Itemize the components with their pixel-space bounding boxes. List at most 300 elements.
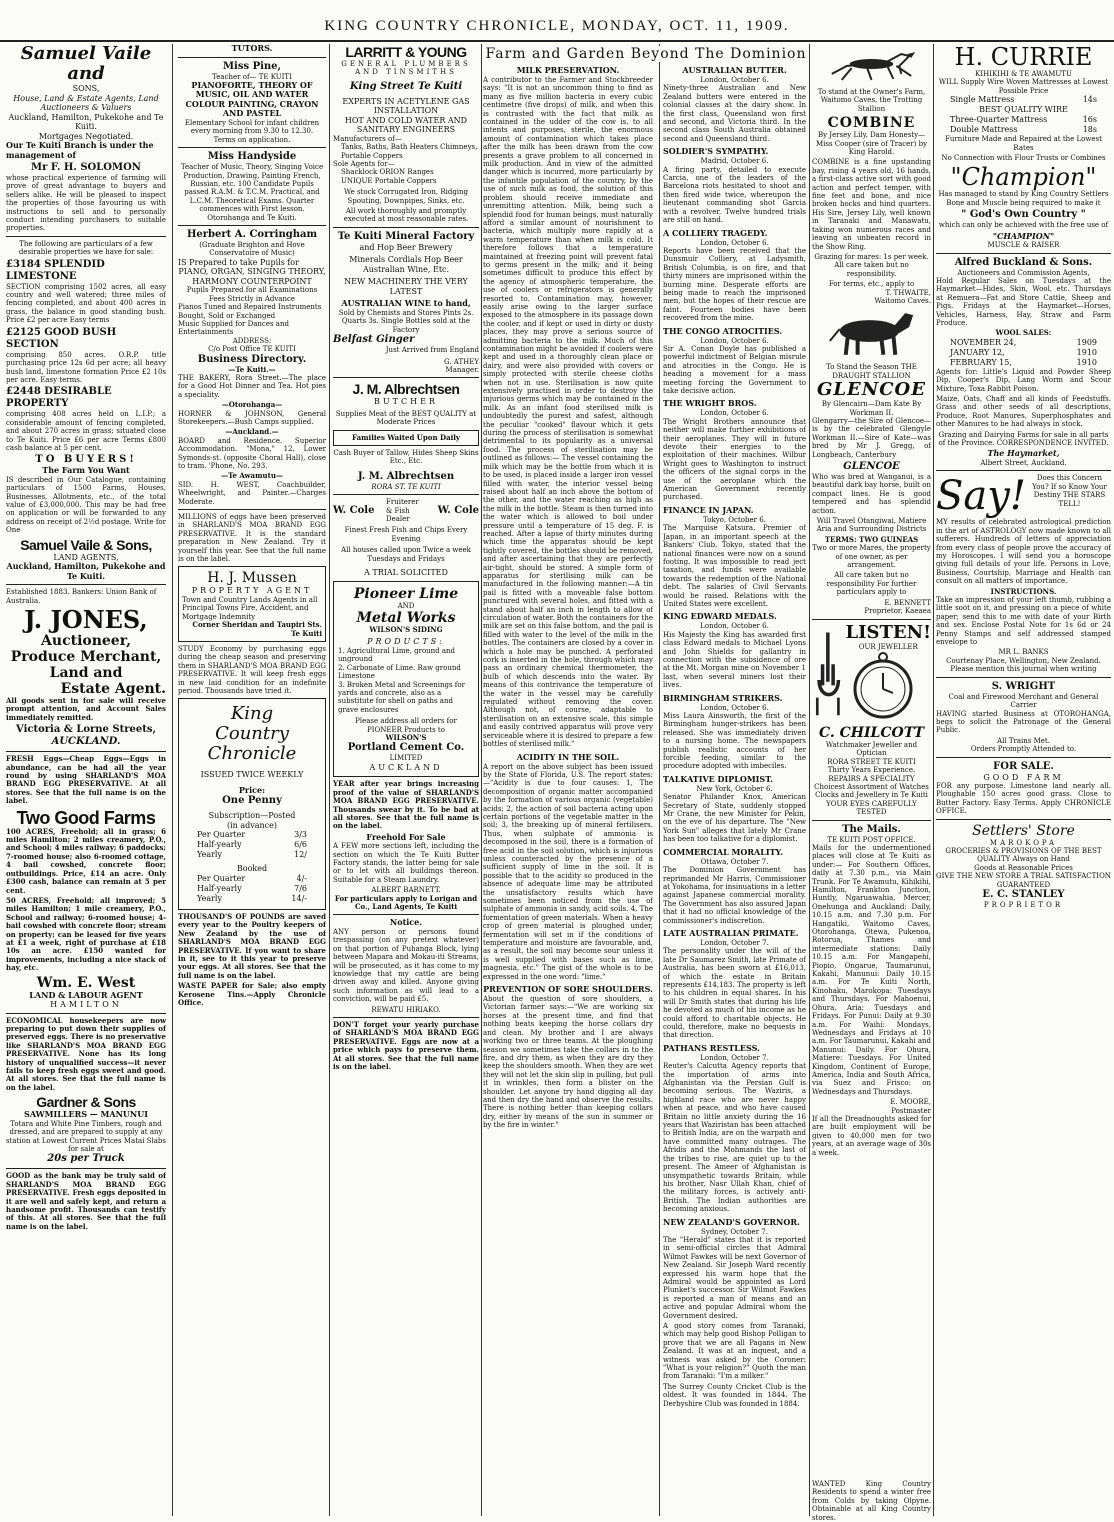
pioneer-auckland: AUCKLAND xyxy=(369,762,443,772)
corringham-address-heading: ADDRESS: xyxy=(232,336,272,345)
glencoe-place: Proprietor, Kaeaea xyxy=(864,607,931,616)
column-divider xyxy=(329,44,330,1516)
wool-row xyxy=(936,338,1111,348)
mussen-address: Corner Sheridan and Taupiri Sts. Te Kuiti xyxy=(192,620,322,638)
jones-line-3: Land and xyxy=(49,665,123,681)
column-7 xyxy=(936,44,1111,1516)
chronicle-title-3: Chronicle xyxy=(207,743,297,765)
chilcott-name: C. CHILCOTT xyxy=(818,724,925,741)
say-text: MY results of celebrated astrological prediction in the art of ASTROLOGY now made known to all sufferers. Hundreds of letters of appreciation from every class of people prove the accuracy of my Horoscopes. I will send you a horoscope giving full details of your life. Persons in Love, Business, Courtship, Marriage and Health can consult on all matters of importance. xyxy=(936,518,1111,586)
mineral-factory-name: Te Kuiti Mineral Factory xyxy=(337,230,475,242)
good-farm-text: FOR any purpose. Limestone land nearly all. Ploughable 150 acres good grass. Close to Butter Factory. Easy Terms. Apply CHRONICLE OFFICE. xyxy=(936,782,1111,816)
wool-date: FEBRUARY 15, xyxy=(950,357,1012,367)
corringham-subjects: PIANO, ORGAN, SINGING THEORY, HARMONY COUNTERPOINT xyxy=(178,267,326,286)
cole-houses: All houses called upon Twice a week Tuesdays and Fridays xyxy=(341,546,471,563)
column-2 xyxy=(178,44,326,1516)
pioneer-products: PRODUCTS: xyxy=(367,637,445,647)
buyers-heading: TO BUYERS! xyxy=(35,454,137,466)
rate-label: Per Quarter xyxy=(197,830,246,840)
diplomist-dateline: New York, October 6. xyxy=(696,784,773,793)
currie-no-connection: No Connection with Flour Trusts or Combines xyxy=(941,154,1106,163)
medals-text: His Majesty the King has awarded first class Edward medals to Michael Lyons and John Shields for gallantry in connection with the subsidence of ore at the Mt. Morgan mine on November 1 last, when several miners lost their lives. xyxy=(663,630,806,690)
glencoe-travel: Will Travel Otangiwai, Matiere Aria and Surrounding Districts xyxy=(816,517,927,534)
champion-raiser: MUSCLE & RAISER xyxy=(987,241,1060,250)
column-divider xyxy=(659,44,660,1516)
price-row xyxy=(936,105,1111,115)
rate-row xyxy=(183,840,321,850)
handyside-text: Teacher of Music, Theory, Singing Voice Production, Drawing, Painting French, Russian, etc. 100 Candidate Pupils passed R.A.M. & T.C.M. Practical, and L.C.M. Theoretical Exams. Quarter commences with First lesson. Otorohanga and Te Kuiti. xyxy=(180,163,324,222)
property-2-text: comprising 850 acres. O.R.P. title purchasing price 12s 6d per acre; all heavy bush land, limestone formation Price £2 10s per acre. Easy terms. xyxy=(6,350,166,384)
price-value: 16s xyxy=(1082,115,1097,125)
vaile-follow: The following are particulars of a few desirable properties we have for sale: xyxy=(18,239,154,257)
pioneer-wilson: WILSON'S xyxy=(385,732,427,742)
larritt-agent-2: UNIQUE Portable Coppers xyxy=(341,176,437,185)
chilcott-years: Thirty Years Experience. xyxy=(827,766,916,775)
settlers-goods: Goods at Reasonable Prices xyxy=(974,863,1073,872)
glencoe-terms: TERMS: TWO GUINEAS xyxy=(824,534,919,544)
chilcott-address: RORA STREET TE KUITI xyxy=(827,757,916,766)
property-1-text: SECTION comprising 1502 acres, all easy country and well watered; three miles of fencing completed, and about 400 acres in grass, the balance in good standing bush. Price £2 per acre Easy terms xyxy=(6,282,166,325)
notice-name: REWATU HIRIAKO. xyxy=(371,1005,441,1014)
buyers-subheading: The Farm You Want xyxy=(42,465,130,476)
champion-name: "CHAMPION" xyxy=(992,230,1055,241)
freehold-apply: For particulars apply to Lorigan and Co., Land Agents, Te Kuiti xyxy=(334,893,478,912)
butter-heading: AUSTRALIAN BUTTER. xyxy=(682,65,787,75)
chronicle-price-heading: Price: xyxy=(238,784,266,795)
rate-row xyxy=(183,850,321,860)
chilcott-stock: Choicest Assortment of Watches Clocks and Jewellery in Te Kuiti xyxy=(814,782,929,800)
morality-heading: COMMERCIAL MORALITY. xyxy=(663,846,783,857)
morality-text: The Dominion Government has reprimanded Mr Harris, Commissioner at Yokohama, for insinuations in a letter against Japanese commercial morality. The Government has also assured Japan that it had no official knowledge of the commissioner's indiscretion. xyxy=(663,866,806,925)
albrechtsen-families: Families Waited Upon Daily xyxy=(333,430,479,446)
wright-bros-dateline: London, October 6. xyxy=(700,409,769,418)
study-ad: STUDY Economy by purchasing eggs during the cheap season and preserving them in SHARLAND'S MOA BRAND EGG PRESERVATIVE. It will keep fresh eggs in new laid condition for an indefinite period. Thousands have tried it. xyxy=(178,645,326,696)
rate-row xyxy=(183,884,321,894)
divider xyxy=(178,225,326,226)
wright-orders: Orders Promptly Attended to. xyxy=(970,745,1077,754)
divider xyxy=(333,227,479,228)
horner-listing: HORNER & JOHNSON, General Storekeepers.—Bush Camps supplied. xyxy=(178,409,326,426)
governor-text: The "Herald" states that it is reported in semi-official circles that Admiral Wilmot Fawkes will be next Governor of New Zealand. Sir Joseph Ward recently expressed his warm hope that the Admiral would be appointed as Lord Plunket's successor. Sir Wilmot Fawkes is reported a man of means and an active and popular Admiral whom the Government desired. xyxy=(663,1235,806,1320)
pioneer-product-1: 1. Agricultural Lime, ground and unground xyxy=(338,646,456,664)
gardner-price: 20s per Truck xyxy=(47,1153,125,1165)
glencoe-mares: Two or more Mares, the property of one owner, as per arrangement. xyxy=(812,544,931,570)
bakery-listing: THE BAKERY, Rora Street.—The place for a Good Hot Dinner and Tea. Hot pies a speciality. xyxy=(178,373,326,399)
farm-garden-banner: Farm and Garden Beyond The Dominion xyxy=(485,46,807,62)
cole-trial: A TRIAL SOLICITED xyxy=(364,568,448,578)
corringham-text: IS Prepared to take Pupils for xyxy=(178,257,299,267)
combine-name: COMBINE xyxy=(827,115,916,132)
rate-row xyxy=(183,830,321,840)
congo-heading: THE CONGO ATROCITIES. xyxy=(663,325,783,336)
taranaki-story: A good story comes from Taranaki, which may help good Bishop Polligan to prove that we are all Pagans in New Zealand. It was at an inquest, and a witness was asked by the Coroner: "What is your religion?" Quoth the man from Taranaki: "I'm a milker." xyxy=(663,1322,806,1381)
column-divider xyxy=(481,44,482,1516)
tutors-heading: TUTORS. xyxy=(231,44,273,53)
buyers-text: IS described in Our Catalogue, containing particulars of 1500 Farms, Houses, Businesses, Allotments, etc., of the total value of £3,000,000. This may be had free on application or will be forwarded to any address on receipt of 2½d postage. Write for One xyxy=(6,475,166,535)
posted-rates xyxy=(183,830,321,860)
fresh-eggs-ad: FRESH Eggs—Cheap Eggs—Eggs in abundance, can be had all the year round by using SHARLAND'S MOA BRAND EGG PRESERVATIVE. At all stores. See that the full name is on the label. xyxy=(6,754,166,806)
haymarket-address: Albert Street, Auckland. xyxy=(980,458,1067,467)
mention-journal: Please mention this journal when writing xyxy=(950,665,1097,674)
pathans-dateline: London, October 7. xyxy=(700,1053,769,1062)
dont-forget-ad: DON'T forget your yearly purchase of SHARLAND'S MOA BRAND EGG PRESERVATIVE. Eggs are now at a price which pays to preserve them. At all stores. See that the full name is on the label. xyxy=(333,1020,479,1072)
divider xyxy=(333,914,479,915)
medals-dateline: London, October 6. xyxy=(700,622,769,631)
trotting-horse-icon xyxy=(812,44,931,84)
rate-row xyxy=(183,894,321,904)
buckland-agents: Agents for: Little's Liquid and Powder Sheep Dip, Cooper's Dip, Lang Worm and Scour Mixture, Toxa Rabbit Poison. xyxy=(936,367,1111,393)
pine-terms: Terms on application. xyxy=(213,135,291,144)
cole-name-2: W. Cole xyxy=(437,504,479,516)
divider xyxy=(178,509,326,510)
glencoe-care: All care taken but no responsibility For further particulars apply to xyxy=(826,571,917,597)
mattress-prices xyxy=(936,95,1111,135)
butter-text: Ninety-three Australian and New Zealand butters were entered in the colonial classes at the dairy show. In the first class, Queensland won first and second, and Victoria third. In the second class South Australia obtained second and Queensland third. xyxy=(663,84,806,143)
belfast-ginger: Belfast Ginger xyxy=(333,334,415,346)
champion-text: Has managed to stand by King Country Settlers Bone and Muscle being required to make it xyxy=(938,190,1109,207)
combine-owner: T. THWAITE, xyxy=(885,288,931,297)
two-farms-heading: Two Good Farms xyxy=(16,807,156,828)
pine-teacher: Teacher of— TE KUITI xyxy=(212,72,292,81)
jones-line-2: Produce Merchant, xyxy=(10,649,162,665)
butter-dateline: London, October 6. xyxy=(700,76,769,84)
wright-name: S. WRIGHT xyxy=(991,680,1056,692)
pocket-watch-icon xyxy=(845,651,921,721)
surrey-note: The Surrey County Cricket Club is the oldest. It was founded in 1844. The Derbyshire Club was founded in 1884. xyxy=(663,1382,806,1408)
mails-text: Mails for the undermentioned places will close at Te Kuiti as under:— For Southern Offices, daily at 7.30 p.m., via Main Trunk. For Te Awamutu, Kihikihi, Hamilton, Frankton Junction, Huntly, Ngaruawahia, Mercer, Onehunga and Auckland: Daily, 10.15 a.m. and 7.30 p.m. For Hangatiki, Waitomo Caves, Otorohanga, Otewa, Pukenoa, Rotorua, Thames and intermediate stations: Daily 10.15 a.m. For Mangapehi, Piopio, Ongarue, Taumarunui, Kakahi, Manunui: Daily 10.15 a.m. For Te Kuiti North, Kinohaku, Marokopa: Tuesdays and Thursdays. For Mahoenui, Ohura, Aria: Tuesdays and Fridays. For Punui: Daily at 9.30 a.m. For Waihi: Mondays, Wednesdays and Fridays at 10 a.m. For Taumarunui, Kakahi and Manunui: Daily. For Ohura, Matiere: Tuesdays. For United Kingdom, Continent of Europe, America, India and South Africa, via Suez and Frisco: on Wednesdays and Thursdays. xyxy=(812,843,931,1096)
wool-year: 1909 xyxy=(1076,337,1097,347)
auckland-subheading: —Auckland.— xyxy=(225,427,279,437)
glencoe-pedigree: Glengarry—the Sire of Glencoe—is by the celebrated Glengyle Workman II.—Sire of Kate—was bred by Mr J. Gregg, of Longbeach, Canterbury xyxy=(812,416,931,459)
larritt-name: LARRITT & YOUNG xyxy=(345,44,467,60)
year-after-ad: YEAR after year brings increasing proof of the value of SHARLAND'S MOA BRAND EGG PRESERVATIVE. Thousands swear by it. To be bad at all stores. See that the full name is on the label. xyxy=(333,779,479,831)
jones-line-4: Estate Agent. xyxy=(60,681,166,697)
vaile-sons-subtitle: LAND AGENTS, xyxy=(53,552,119,562)
chronicle-booked: Booked xyxy=(236,864,268,874)
chronicle-price: One Penny xyxy=(222,795,282,807)
jones-name: J. JONES, xyxy=(24,605,148,634)
vaile-sons-title: Samuel Vaile & Sons, xyxy=(20,536,152,553)
rate-label: Half-yearly xyxy=(197,883,242,893)
chilcott-eyes: YOUR EYES CAREFULLY TESTED xyxy=(826,799,917,817)
rate-value: 6/6 xyxy=(294,840,307,850)
combine-text: COMBINE is a fine upstanding bay, rising 4 years old, 16 hands, a first-class active sort with good action and perfect temper, with fine feet and bone, and nice broken hocks and hind quarters. His Sire, Jersey Lily, well known in Taranaki and Manawatu, taking won numerous races and leaving an unbeaten record in the Show Ring. xyxy=(812,158,931,251)
pioneer-cement: Portland Cement Co. xyxy=(347,742,465,754)
mineral-manager-title: Manager. xyxy=(445,365,479,374)
pine-class: Elementary School for infant children every morning from 9.30 to 12.30. xyxy=(184,118,320,136)
chilcott-repairs: REPAIRS A SPECIALITY xyxy=(828,774,915,783)
mineral-factory-subtitle: and Hop Beer Brewery xyxy=(359,242,453,252)
combine-place: Waitomo Caves. xyxy=(874,296,931,305)
price-label: Three-Quarter Mattress xyxy=(950,115,1048,125)
price-label: Single Mattress xyxy=(950,95,1015,105)
vaile-manager: Mr F. H. SOLOMON xyxy=(31,162,141,173)
mineral-machinery: NEW MACHINERY THE VERY LATEST xyxy=(344,277,468,296)
vaile-sons-places: Auckland, Hamilton, Pukekohe and Te Kuiti. xyxy=(6,561,166,581)
currie-name: H. CURRIE xyxy=(954,44,1093,71)
diplomist-text: Senator Philander Knox, American Secretary of State, suddenly stopped Mr Crane, the new Minister for Pekin, on the eve of his departure. The "New York Sun" alleges that lately Mr Crane has been too talkative for a diplomist. xyxy=(663,793,806,844)
divider xyxy=(6,1013,166,1014)
combine-terms: For terms, etc., apply to xyxy=(828,280,915,289)
divider xyxy=(936,470,1111,471)
buckland-maize: Maize, Oats, Chaff and all kinds of Feedstuffs. Grass and other seeds of all descriptions, Produce, Root Manures, Superphosphates and other Manures to be had always in stock. xyxy=(936,395,1111,429)
mineral-wine: AUSTRALIAN WINE to hand, xyxy=(341,298,471,309)
mussen-name: H. J. Mussen xyxy=(207,570,297,587)
masthead: KING COUNTRY CHRONICLE, MONDAY, OCT. 11, 1909. xyxy=(324,18,790,34)
larritt-work: All work thoroughly and promptly executed at most reasonable rates. xyxy=(343,207,469,224)
farm-1-text: 100 ACRES, Freehold; all in grass; 6 miles Hamilton; 2 miles creamery, P.O., and School; 4 miles railway; 6 paddocks; 7-roomed house; also 6-roomed cottage, 4 bail cowshed, concrete floor; outbuildings. Price, £14 an acre. Only £300 cash, balance can remain at 5 per cent. xyxy=(6,826,166,895)
chronicle-in-advance: (in advance) xyxy=(226,820,278,830)
colliery-heading: A COLLIERY TRAGEDY. xyxy=(663,227,768,238)
vaile-places: Auckland, Hamilton, Pukekohe and Te Kuiti. xyxy=(8,112,164,131)
mussen-subtitle: PROPERTY AGENT xyxy=(191,586,313,596)
divider xyxy=(936,253,1111,254)
divider xyxy=(812,820,931,821)
divider xyxy=(6,1168,166,1169)
wool-row xyxy=(936,348,1111,358)
farm-2-text: 50 ACRES, Freehold; all improved; 5 miles Hamilton; 1 mile creamery, P.O., School and railway; 6-roomed house; 4-bail cowshed with concrete floor; stream on property; can be leased for five years at £1 a week, right of purchase at £18 10s an acre. £150 wanted for improvements, including a nice stack of hay, etc. xyxy=(6,895,166,973)
rate-label: Yearly xyxy=(197,850,222,860)
cole-header xyxy=(333,498,479,523)
banks-name: MR L. BANKS xyxy=(998,648,1049,657)
wright-bros-text: The Wright Brothers announce that neither will make further exhibitions of their aeroplanes. They will in future devote their energies to the exploitation of their machines. Wilbur Wright goes to Washington to instruct the officers of the signal corps in the use of the aeroplane which the American Government recently purchased. xyxy=(663,417,806,502)
mussen-text: Town and Country Lands Agents in all Principal Towns Fire, Accident, and Mortgage Indemnity xyxy=(182,595,318,621)
west-subtitle: LAND & LABOUR AGENT xyxy=(29,989,143,1000)
champion-heading: "Champion" xyxy=(950,163,1097,192)
column-divider xyxy=(933,44,934,1516)
price-row xyxy=(936,125,1111,135)
corringham-dances: Music Supplied for Dances and Entertainments xyxy=(178,319,289,337)
rate-value: 4/- xyxy=(296,873,307,883)
millions-ad: MILLIONS of eggs have been preserved in SHARLAND'S MOA BRAND EGG PRESERVATIVE. It is the standard preparation in New Zealand. Try it yourself this year. See that the full name is on the label. xyxy=(178,513,326,564)
glencoe-stand: To Stand the Season THE DRAUGHT STALLION xyxy=(826,363,917,380)
price-row xyxy=(936,95,1111,105)
primate-text: The personality under the will of the late Dr Saumarez Smith, late Primate of Australia, has been sworn at £16,013, of which the estate in Britain represents £14,183. The property is left to his children in equal shares. In his will Dr Smith states that during his life he devoted as much of his income as he could afford to charitable objects. He could, therefore, make no bequests in that direction. xyxy=(663,947,806,1040)
mails-postmaster-name: E. MOORE, xyxy=(890,1098,931,1107)
governor-dateline: Sydney, October 7. xyxy=(701,1227,768,1236)
vaile-text: whose practical experience of farming will prove of great advantage to buyers and sellers alike. He will be pleased to inspect the properties of those favouring us with instructions to sell and to personally conduct intending purchasers to suitable properties. xyxy=(6,174,166,233)
rate-value: 12/ xyxy=(294,850,307,860)
primate-dateline: London, October 7. xyxy=(700,938,769,947)
board-listing: BOARD and Residence. Superior Accommodation. "Mona," 12, Lower Symonds-st. (opposite Choral Hall), close to tram. 'Phone, No. 293. xyxy=(178,436,326,470)
mails-postmaster-title: Postmaster xyxy=(891,1106,931,1115)
price-value: 18s xyxy=(1082,125,1097,135)
vaile-mortgage: Mortgages Negotiated. xyxy=(38,131,134,141)
thousands-ad: THOUSAND'S OF POUNDS are saved every year to the Poultry keepers of New Zealand by the use of SHARLAND'S MOA BRAND EGG PRESERVATIVE. If you want to share in it, see to it this year to preserve your eggs. At all stores. See that the full name is on the label. xyxy=(178,911,326,980)
property-3-text: comprising 408 acres held on L.I.P.; a considerable amount of fencing completed, and about 270 acres in grass; situated close to Te Kuiti. Price £6 per acre Terms £800 cash balance at 5 per cent. xyxy=(6,410,166,452)
larritt-experts: EXPERTS IN ACETYLENE GAS INSTALLATION xyxy=(342,96,470,116)
mineral-items: Minerals Cordials Hop Beer Australian Wine, Etc. xyxy=(349,255,463,274)
mails-heading: The Mails. xyxy=(842,823,901,835)
buckland-text: Hold Regular Sales on Tuesdays at the Haymarket—Hides, Skin, Wool, etc. Thursdays at Remuera—Fat and Store Cattle, Sheep and Pigs. Fridays at the Haymarket—Horses, Vehicles, Harness, Hay, Straw and Farm Produce. xyxy=(936,276,1111,327)
divider xyxy=(333,494,479,495)
settlers-groceries: GROCERIES & PROVISIONS OF THE BEST QUALITY Always on Hand xyxy=(945,847,1102,864)
corringham-subtitle: (Graduate Brighton and Hove Conservatoire of Music) xyxy=(199,240,305,258)
settlers-trial: GIVE THE NEW STORE A TRIAL SATISFACTION GUARANTEED xyxy=(936,872,1111,889)
rate-label: Per Quarter xyxy=(197,873,246,883)
cole-trade: Fruiterer & Fish Dealer xyxy=(386,498,419,524)
hand-icon xyxy=(812,623,845,723)
sympathy-heading: SOLDIER'S SYMPATHY. xyxy=(663,146,769,157)
column-6 xyxy=(812,44,931,1516)
listen-block xyxy=(812,623,931,725)
mails-office: TE KUITI POST OFFICE. xyxy=(827,835,916,844)
finance-dateline: Tokyo, October 6. xyxy=(703,515,766,524)
buckland-grazing: Grazing and Dairying Farms for sale in all parts of the Province. CORRESPONDENCE INVITED. xyxy=(938,430,1109,448)
divider xyxy=(812,619,931,620)
rate-label: Half-yearly xyxy=(197,840,242,850)
say-side: Does this Concern You? If so Know Your Destiny THE STARS TELL! xyxy=(1032,474,1107,508)
olpyne-ad: WANTED King Country Residents to spend a winter free from Colds by taking Olpyne. Obtainable at all King Country stores. xyxy=(812,1480,931,1522)
our-jeweller: OUR JEWELLER xyxy=(858,642,918,651)
jones-established: Established 1883. Bankers: Union Bank of Australia. xyxy=(6,588,157,605)
column-divider xyxy=(172,44,173,1516)
vaile-sons: SONS, xyxy=(72,84,100,93)
price-value: 14s xyxy=(1082,95,1097,105)
albrechtsen-cash: Cash Buyer of Tallow, Hides Sheep Skins Etc., Etc. xyxy=(333,449,479,466)
settlers-store-name: Settlers' Store xyxy=(972,822,1075,839)
larritt-address: King Street Te Kuiti xyxy=(349,80,463,92)
price-row xyxy=(936,115,1111,125)
glencoe-name-2: GLENCOE xyxy=(843,461,900,472)
congo-dateline: London, October 6. xyxy=(700,336,769,345)
sympathy-text: A firing party, detailed to execute Carcia, one of the leaders of the Barcelona riots hesitated to shoot and then fired wide twice, whereupon the lieutenant commanding shot Garcia with a revolver. Twelve hundred trials are still on hand. xyxy=(663,165,806,225)
notice-text: ANY person or persons found trespassing (on any pretext whatever) on that portion of Puhanga Block, lying between Mapara and Mokau-iti Streams, will be prosecuted, as it has come to my knowledge that my cattle are being driven away and killed. Anyone giving such information as will lead to a conviction, will be paid £5. xyxy=(333,927,479,1004)
say-block xyxy=(936,474,1111,518)
colliery-text: Reports have been received that the Dunsmuir Colliery, at Ladysmith, British Columbia, is on fire, and that thirty miners are imprisoned within the burning mine. Desperate efforts are being made to reach the imprisoned men, but the hopes of their rescue are faint. Fourteen bodies have been recovered from the mine. xyxy=(663,246,806,323)
pioneer-product-3: 3. Broken Metal and Screenings for yards and concrete, also as a substitute for shell on paths and grave enclosures xyxy=(338,680,465,714)
column-divider xyxy=(809,44,810,1516)
larritt-subtitle: GENERAL PLUMBERS AND TINSMITHS xyxy=(341,60,471,77)
divider xyxy=(6,236,166,237)
albrechtsen-name-2: J. M. Albrechtsen xyxy=(357,470,455,482)
pine-subjects: PIANOFORTE, THEORY OF MUSIC, OIL AND WATER COLOUR PAINTING, CRAYON AND PASTEL xyxy=(185,79,319,119)
combine-grazing: Grazing for mares: 1s per week. All care taken but no responsibility. xyxy=(814,252,929,278)
wool-sales-heading: WOOL SALES: xyxy=(995,328,1052,338)
strikers-dateline: London, October 6. xyxy=(700,703,769,712)
gardner-name: Gardner & Sons xyxy=(36,1094,136,1111)
mineral-arrived: Just Arrived from England xyxy=(385,346,479,355)
settlers-store-place: MAROKOPA xyxy=(989,838,1058,847)
buckland-subtitle: Auctioneers and Commission Agents, xyxy=(957,268,1090,277)
chronicle-subscription-heading: Subscription—Posted xyxy=(208,811,296,821)
sore-shoulders-text: About the question of sore shoulders, a Victorian farmer says:—"We are working six horses at the present time, and find that nothing beats keeping the horse collars dry and clean. My brother and I are always working two or three teams. At the ploughing season we sometimes take the collars in to the fire, and dry them, as when they are dry they keep the shoulders smooth. When they are wet they will not let the skin slip in pulling, but pull it in wrinkles, then form a blister on the shoulder. Let anyone try hand digging all day and then dry the hand and observe the results. There is nothing better than keeping collars dry, either by means of the sun in summer or by the fire in winter." xyxy=(483,995,653,1130)
finance-text: The Marquise Katsura, Premier of Japan, in an important speech at the Bankers' Club, Tokyo, stated that the national finances were now on a sound footing. It was impossible to read ject taxation, and funds were available towards the redemption of the National debt. The salaries of Civil Servants would be raised. Relations with the United States were excellent. xyxy=(663,524,806,608)
larritt-stock: We stock Corrugated Iron, Ridging Spouting, Downpipes, Sinks, etc. xyxy=(343,188,469,205)
gardner-text: Totara and White Pine Timbers, rough and dressed, and are prepared to supply at any station at Lowest Current Prices Matai Slabs for sale at xyxy=(6,1119,166,1153)
jones-address-1: Victoria & Lorne Streets, xyxy=(16,724,156,736)
pioneer-address: Please address all orders for PIONEER Products to xyxy=(355,717,457,734)
divider xyxy=(936,819,1111,820)
wright-text: HAVING started Business at OTOROHANGA, begs to solicit the Patronage of the General Public. xyxy=(936,709,1111,735)
champion-text-2: which can only be achieved with the free use of xyxy=(938,221,1109,230)
wool-date: NOVEMBER 24, xyxy=(950,337,1017,347)
chronicle-title-2: Country xyxy=(215,723,289,745)
price-label: BEST QUALITY WIRE xyxy=(979,105,1068,115)
wright-bros-heading: THE WRIGHT BROS. xyxy=(663,398,757,409)
sympathy-dateline: Madrid, October 6. xyxy=(700,157,769,166)
albrechtsen-address: RORA ST. TE KUITI xyxy=(371,482,441,491)
divider xyxy=(6,584,166,585)
wright-trains: All Trains Met. xyxy=(997,736,1050,745)
instructions-text: Take an impression of your left thumb, rubbing a little soot on it, and pressing on a piece of white paper; send this to me with date of your Birth and sex. Enclose Postal Note for 1s 6d or 24 Penny Stamps and self addressed stamped envelope to xyxy=(936,596,1111,647)
currie-place: KIHIKIHI & TE AWAMUTU xyxy=(975,70,1072,78)
finance-heading: FINANCE IN JAPAN. xyxy=(663,504,754,515)
glencoe-owner: E. BENNETT xyxy=(884,598,931,607)
congo-text: Sir A. Conan Doyle has published a powerful indictment of Belgian misrule and atrocities in the Congo. He is heading a movement for a mass meeting forcing the Government to take decisive action. xyxy=(663,344,806,395)
chronicle-issued: ISSUED TWICE WEEKLY xyxy=(200,770,304,780)
colliery-dateline: London, October 6. xyxy=(700,238,769,247)
milk-text: A contributor to the Farmer and Stockbreeder says: "It is not an uncommon thing to find as many as five million bacteria in every cubic centimetre (five drops) of milk, and when this is contrasted with the fact that milk as contained in the udder of the cow is, to all intents and purposes, sterile, the enormous amount of contamination which takes place after the milk has been drawn from the cow presents a grave problem to all concerned in milk production. And in view of the admitted danger which is incurred, more particularly by the infantile population of the country, by the use of such milk as food, the solution of this problem should receive immediate and unremitting attention. Milk, being such a splendid food for human beings, must naturally afford a similar amount of nourishment to bacteria, which multiply more rapidly at a warm temperature than when milk is cold. It therefore follows that a temperature maintained at freezing point will prevent fatal to germs present in the milk; and it being sometimes difficult to produce this effect by the agency of atmospheric temperature, the use of coolers or refrigerators is generally resorted to. Contamination may, however, easily arise owing to the larger surface exposed to the atmosphere in its passage down the cooler, and if kept or used in dirty or dusty places, they may prove a serious source of admitting bacteria to the milk. Much of this contamination might be avoided if coolers were kept and used in a thoroughly clean place or dairy, and were also provided with covers or simply protected with sterile cheese cloths when not in use. Sterilisation is now quite extensively practised in order to destroy the injurious germs which may be contained in the milk. As an infant food sterilised milk is undoubtedly the purest and safest, although the peculiar "cooked" flavour which it gets during the process of sterilisation is somewhat detrimental to its popularity as a universal food. The process of sterilisation may be outlined as follows:— The vessel containing the milk which may be the bottle from which it is to be used, is placed inside a larger iron vessel filled with water, the interior vessel being raised about half an inch above the bottom of the other, and the water reaching as high as the milk in the bottle. Steam is then turned into the water which is allowed to boil under pressure until a temperature of 15 deg. F. is reached. After a lapse of thirty minutes during which time the apparatus should be kept tightly covered, the bottles should be removed, and after ascertaining that they are perfectly air-tight, should be stored. A simple form of apparatus for sterilising milk can be manufactured in the following manner:—A tin pail is fitted with a moveable false bottom punctured with several holes, and fitted with a stand about half an inch in length to allow of circulation of water. Both the containers for the milk are set on this false bottom, and the pail is filled with water to the level of the milk in the bottles. The containers are closed by a cover in which a hole may be punched. A perforated cork is inserted in the hole, through which may pass an ordinary chemical thermometer, the bulb of which descends into the water. By means of this contrivance the temperature of the water in the vessel may be carefully regulated without removing the cover. Although not, of course, adaptable to sterilisation on an extensive scale, this simple and easily contrived apparatus will prove very serviceable where it is desired to prepare a few bottles of sterilised milk." xyxy=(483,76,653,749)
diplomist-heading: TALKATIVE DIPLOMIST. xyxy=(663,773,773,784)
for-sale-heading: FOR SALE. xyxy=(993,760,1054,772)
price-label: Double Mattress xyxy=(950,125,1018,135)
acidity-text: A report on the above subject has been issued by the State of Florida, U.S. The report states:—"Acidity is due to four causes: 1, The decomposition of organic matter accompanied by the formation of various organic (vegetable) acids; 2, the action of soil bacteria acting upon certain portions of the vegetable matter in the soil; 3, the breaking up of mineral fertilisers. Thus, when sulphate of ammonia is decomposed in the soil, there is a formation of free acid in the soil solution, which is injurious unless counteracted by the presence of a sufficient supply of lime in the soil. It is possible that to the acidity so produced in the absence of adequate lime may be attributed the unsatisfactory results which have sometimes been noticed from the use of sulphate of ammonia in sandy, acid soils. 4, The formentation of green materials. When a heavy crop of green material is ploughed under, fermentation will set in if the conditions of temperature and moisture are favourable, and, as a result, the soil may become sour unless it is well supplied with bases such as lime, magnesia, etc." The gist of the whole is to be expressed in the one word: "lime." xyxy=(483,762,653,981)
corringham-fees: Fees Strictly in Advance xyxy=(208,294,296,303)
larritt-water: HOT AND COLD WATER AND SANITARY ENGINEERS xyxy=(344,115,468,135)
rate-value: 7/6 xyxy=(294,883,307,893)
albrechtsen-name: J. M. Albrechtsen xyxy=(352,381,460,398)
corringham-name: Herbert A. Corringham xyxy=(186,228,318,240)
rate-value: 3/3 xyxy=(294,830,307,840)
currie-supply: WILL Supply Wire Woven Mattresses at Lowest Possible Price xyxy=(938,78,1109,95)
rate-row xyxy=(183,874,321,884)
banks-address: Courtenay Place, Wellington, New Zealand. xyxy=(946,656,1101,665)
sore-shoulders-heading: PREVENTION OF SORE SHOULDERS. xyxy=(483,984,653,995)
albrechtsen-butcher: BUTCHER xyxy=(374,397,438,407)
dreadnoughts-note: If all the Dreadnoughts asked for are built employment will be given to 40,000 men for two years, at an average wage of 30s a week. xyxy=(812,1114,931,1157)
freehold-text: A FEW more sections left, including the section on which the Te Kuiti Butter Factory stands, the latter being for sale or to let with all buildings thereon. Suitable for a Steam Laundry. xyxy=(333,842,479,884)
rate-label: Yearly xyxy=(197,893,222,903)
corringham-address: C/o Post Office TE KUITI xyxy=(208,345,296,354)
jones-address-2: AUCKLAND. xyxy=(51,736,121,748)
west-name: Wm. E. West xyxy=(36,974,136,991)
property-1-heading: £3184 SPLENDID LIMESTONE xyxy=(6,258,105,282)
buckland-name: Alfred Buckland & Sons. xyxy=(954,256,1093,268)
pioneer-siding: WILSON'S SIDING xyxy=(369,625,443,634)
gardner-subtitle: SAWMILLERS — MANUNUI xyxy=(24,1109,148,1120)
larritt-agent-1: Shacklock ORION Ranges xyxy=(341,168,434,177)
property-3-heading: £2448 DESIRABLE PROPERTY xyxy=(6,386,112,410)
acidity-heading: ACIDITY IN THE SOIL. xyxy=(516,751,620,762)
combine-stand: To stand at the Owner's Farm, Waitomo Caves, the Trotting Stallion xyxy=(817,88,926,113)
pioneer-name-2: Metal Works xyxy=(356,610,456,626)
wool-year: 1910 xyxy=(1076,347,1097,357)
column-4 xyxy=(483,44,653,1516)
pioneer-product-2: 2. Carbonate of Lime. Raw ground Limestone xyxy=(338,663,461,681)
divider xyxy=(936,757,1111,758)
chronicle-title-1: King xyxy=(230,703,274,725)
strikers-text: Miss Laura Ainsworth, the first of the Birmingham hunger-strikers has been released. She was immediately driven to a nursing home. The newspapers publish realistic accounts of her forcible feeding, similar to the procedure adopted with imbeciles. xyxy=(663,712,806,771)
divider xyxy=(333,377,479,378)
mineral-manager-name: G. ATHEY xyxy=(444,357,479,366)
pioneer-limited: LIMITED xyxy=(389,754,423,763)
waste-paper-ad: WASTE PAPER for Sale; also empty Kerosene Tins.—Apply Chronicle Office. xyxy=(178,981,326,1007)
pine-name: Miss Pine, xyxy=(222,60,282,72)
divider xyxy=(333,1017,479,1018)
chilcott-trade: Watchmaker Jeweller and Optician xyxy=(825,740,918,758)
medals-heading: KING EDWARD MEDALS. xyxy=(663,611,777,622)
column-5 xyxy=(663,44,806,1516)
masthead-rule xyxy=(0,40,1114,42)
pathans-text: Reuter's Calcutta Agency reports that the importation of arms into Afghanistan via the Persian Gulf is becoming serious. The Waziris, a highland race who are never happy when at peace, and who have caused Britain no little anxiety during the 16 years that Waziristan has been attached to British India, are on the warpath and have committed many outrages. The Afridis and the Mohmands the last of the tribes to rise, are quiet up to the present. The Ameer of Afghanistan is unsympathetic towards Britain, while his brother, Nasr Ullah Khan, chief of the military forces, is actively anti-British. The Indian authorities are becoming anxious. xyxy=(663,1062,806,1214)
pathans-heading: PATHANS RESTLESS. xyxy=(663,1042,760,1053)
wool-row xyxy=(936,358,1111,368)
freehold-name: ALBERT BARNETT. xyxy=(371,886,441,895)
business-directory-heading: Business Directory. xyxy=(197,353,307,365)
larritt-agents-heading: Sole Agents for— xyxy=(333,160,395,169)
milk-heading: MILK PRESERVATION. xyxy=(516,65,620,75)
